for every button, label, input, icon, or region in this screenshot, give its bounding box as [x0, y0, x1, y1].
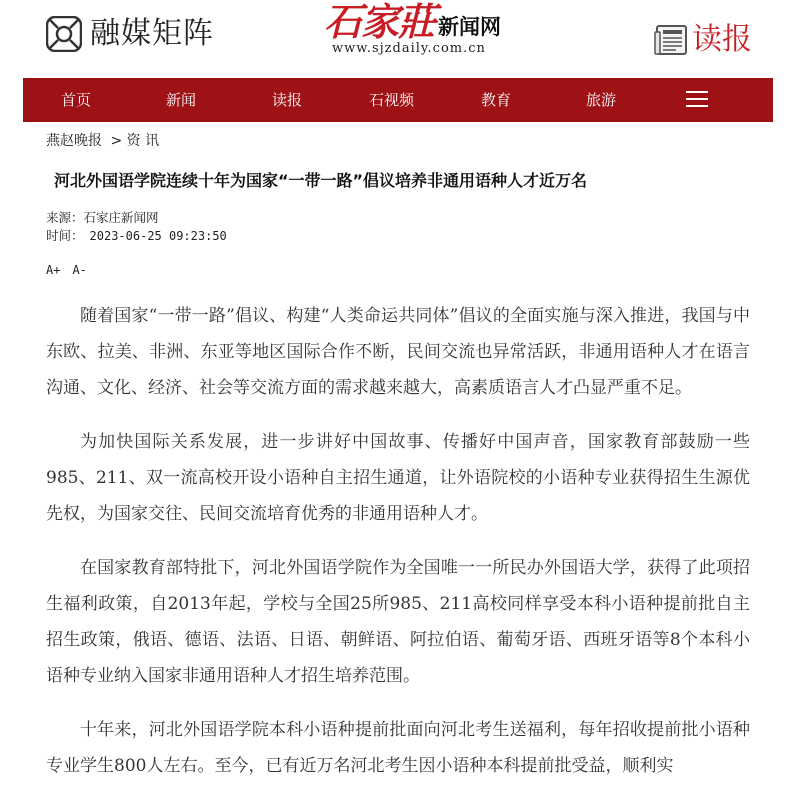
article-paragraph: 十年来，河北外国语学院本科小语种提前批面向河北考生送福利，每年招收提前批小语种专业学生800人左右。至今，已有近万名河北考生因小语种本科提前批受益，顺利实: [46, 720, 750, 776]
source-value: 石家庄新闻网: [83, 210, 159, 225]
main-nav: [23, 78, 773, 122]
nav-item-travel[interactable]: 旅游: [586, 91, 617, 109]
newspaper-icon: [654, 24, 688, 56]
read-paper-link[interactable]: [654, 22, 752, 58]
breadcrumb-parent-link[interactable]: 燕赵晚报: [46, 133, 102, 149]
article-body: [46, 298, 750, 802]
hamburger-icon[interactable]: [686, 91, 708, 109]
site-logo[interactable]: [320, 0, 516, 60]
nav-item-home[interactable]: 首页: [61, 91, 92, 109]
article-time-row: [46, 227, 227, 245]
nav-item-education[interactable]: 教育: [481, 91, 512, 109]
article-meta: [46, 209, 227, 245]
breadcrumb-current-link[interactable]: 资 讯: [126, 133, 160, 149]
article-paragraph: 随着国家“一带一路”倡议、构建“人类命运共同体”倡议的全面实施与深入推进，我国与中东欧、拉美、非洲、东亚等地区国际合作不断，民间交流也异常活跃，非通用语种人才在语言沟通、文化、经济、社会等交流方面的需求越来越大，高素质语言人才凸显严重不足。: [46, 306, 750, 398]
site-logo-domain: www.sjzdaily.com.cn: [332, 41, 486, 56]
site-header: [0, 0, 794, 78]
article-paragraph: 为加快国际关系发展，进一步讲好中国故事、传播好中国声音，国家教育部鼓励一些985、211、双一流高校开设小语种自主招生通道，让外语院校的小语种专业获得招生生源优先权，为国家交往、民间交流培育优秀的非通用语种人才。: [46, 432, 750, 524]
publish-time: 2023-06-25 09:23:50: [89, 229, 227, 243]
site-logo-main: 石家莊: [324, 0, 436, 44]
time-label: 时间：: [46, 228, 84, 243]
font-increase-button[interactable]: A+: [46, 263, 61, 277]
site-logo-sub: 新闻网: [438, 15, 501, 39]
media-matrix-link[interactable]: [46, 16, 214, 52]
media-matrix-label: 融媒矩阵: [90, 16, 214, 51]
breadcrumb-separator: >: [110, 133, 123, 149]
media-matrix-icon: [46, 16, 82, 52]
source-label: 来源：: [46, 210, 84, 225]
article-source-row: [46, 209, 227, 227]
read-paper-label: 读报: [692, 22, 752, 57]
article-title: 河北外国语学院连续十年为国家“一带一路”倡议培养非通用语种人才近万名: [54, 171, 588, 190]
article-paragraph: 在国家教育部特批下，河北外国语学院作为全国唯一一所民办外国语大学，获得了此项招生福利政策，自2013年起，学校与全国25所985、211高校同样享受本科小语种提前批自主招生政策，俄语、德语、法语、日语、朝鲜语、阿拉伯语、葡萄牙语、西班牙语等8个本科小语种专业纳入国家非通用语种人才招生培养范围。: [46, 558, 750, 686]
nav-item-read-paper[interactable]: 读报: [272, 91, 303, 109]
font-size-controls: [46, 263, 99, 277]
font-decrease-button[interactable]: A-: [72, 263, 87, 277]
nav-item-video[interactable]: 石视频: [369, 91, 415, 109]
breadcrumb: [46, 131, 159, 151]
nav-item-news[interactable]: 新闻: [166, 91, 197, 109]
